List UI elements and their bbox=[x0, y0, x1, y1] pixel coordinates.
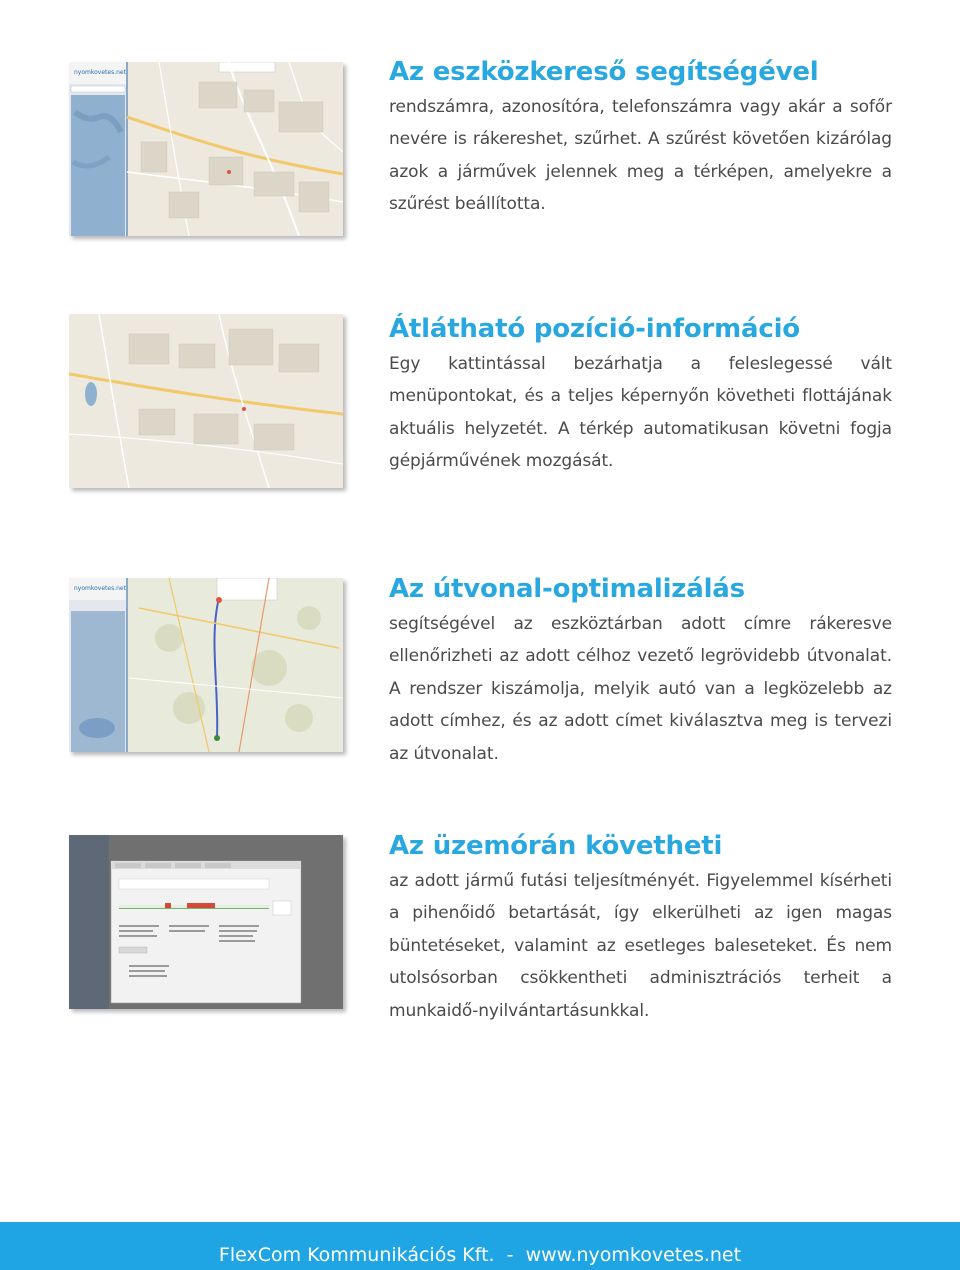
screenshot-logo: nyomkovetes.net bbox=[74, 585, 126, 592]
screenshot-fullscreen-map bbox=[69, 314, 343, 488]
section-heading: Az útvonal-optimalizálás bbox=[389, 574, 745, 604]
section-body: rendszámra, azonosítóra, telefonszámra vagy akár a sofőr nevére is rákereshet, szűrhet. A szűrést követően kizárólag azok a járművek jelennek meg a térképen, amelyekre a szűrést beállította. bbox=[389, 97, 892, 215]
screenshot-logo: nyomkovetes.net bbox=[74, 69, 126, 76]
footer-bar bbox=[0, 1222, 960, 1270]
screenshot-route-map bbox=[69, 578, 343, 752]
section-body: az adott jármű futási teljesítményét. Figyelemmel kísérheti a pihenőidő betartását, így elkerülheti az igen magas büntetéseket, valamint az esetleges baleseteket. És nem utolsósorban csökkentheti adminisztrációs terheit a munkaidő-nyilvántartásunkkal. bbox=[389, 871, 892, 1021]
section-heading: Átlátható pozíció-információ bbox=[389, 314, 800, 344]
screenshot-activity-chart bbox=[69, 835, 343, 1009]
footer-company-and-website: FlexCom Kommunikációs Kft. - www.nyomkovetes.net bbox=[218, 1244, 742, 1266]
section-heading: Az eszközkereső segítségével bbox=[389, 57, 819, 87]
section-heading: Az üzemórán követheti bbox=[389, 831, 723, 861]
screenshot-device-search-map bbox=[69, 62, 343, 236]
section-body: segítségével az eszköztárban adott címre rákeresve ellenőrizheti az adott célhoz vezető legrövidebb útvonalat. A rendszer kiszámolja, melyik autó van a legközelebb az adott címhez, és az adott címet kiválasztva meg is tervezi az útvonalat. bbox=[389, 614, 892, 764]
section-body: Egy kattintással bezárhatja a feleslegessé vált menüpontokat, és a teljes képernyőn követheti flottájának aktuális helyzetét. A térkép automatikusan követni fogja gépjárművének mozgását. bbox=[389, 354, 892, 472]
